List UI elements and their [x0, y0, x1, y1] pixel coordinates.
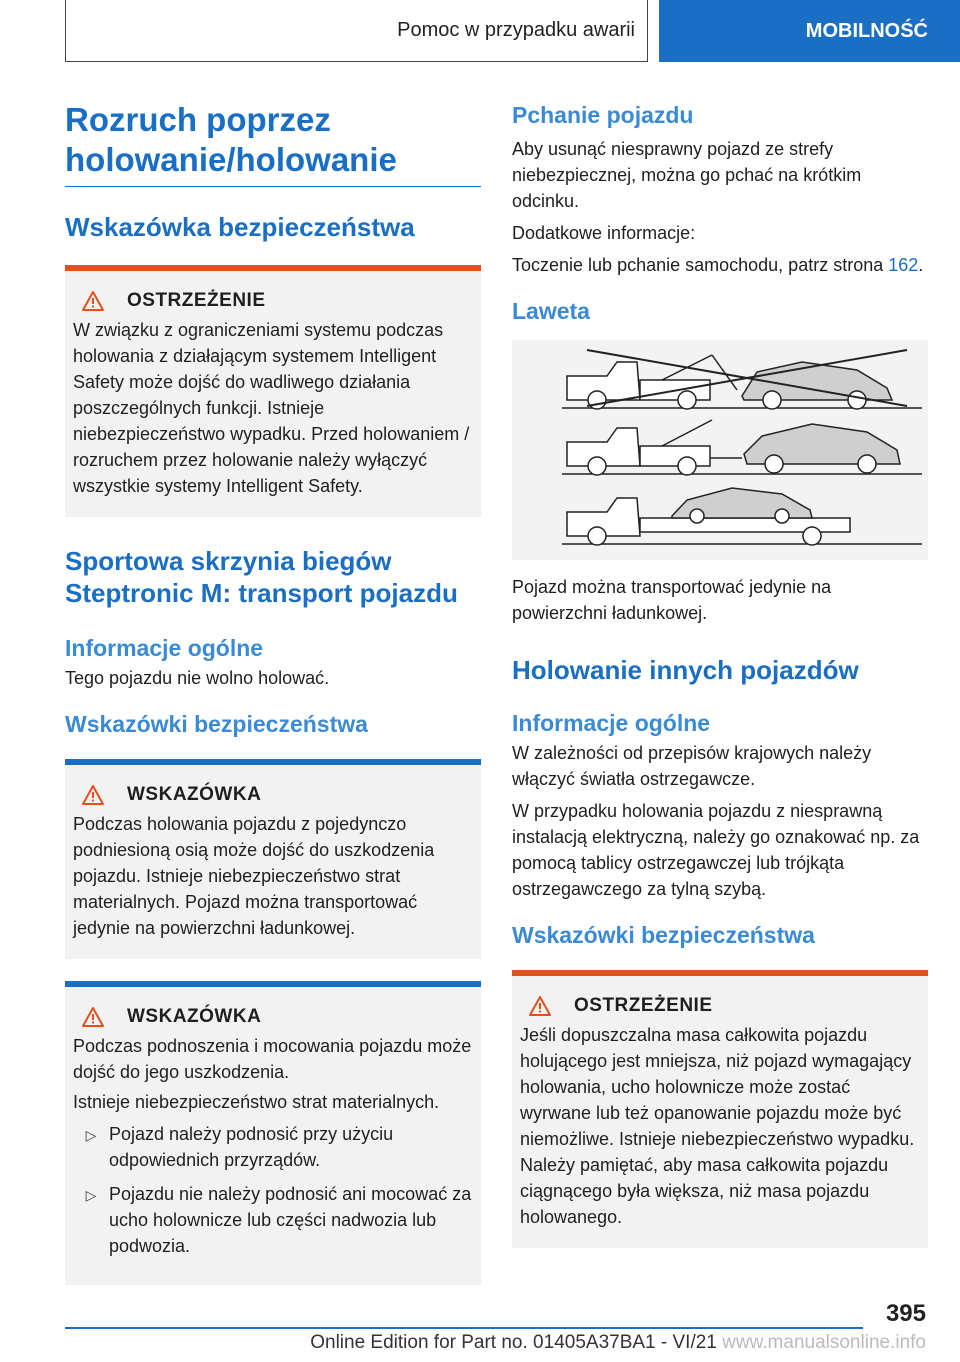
tow-general-heading: Informacje ogólne	[512, 710, 711, 736]
warning-triangle-icon	[73, 1005, 117, 1029]
page-title: Rozruch poprzez holowanie/holowanie	[65, 100, 481, 187]
tow-text-1: W zależności od przepisów krajowych należy włączyć światła ostrzegawcze.	[512, 743, 872, 789]
flatbed-caption: Pojazd można transportować jedynie na powierzchni ładunkowej.	[512, 577, 832, 623]
triangle-bullet-icon: ▷	[85, 1187, 97, 1203]
warning-triangle-icon	[520, 994, 564, 1018]
push-text: Aby usunąć niesprawny pojazd ze strefy niebezpiecznej, można go pchać na krótkim odcinku.	[512, 139, 862, 211]
safety-tips-heading: Wskazówki bezpieczeństwa	[65, 711, 368, 737]
note-text-1: Podczas podnoszenia i mocowania pojazdu może dojść do jego uszkodzenia.	[73, 1036, 472, 1082]
note-box-2	[65, 981, 481, 1285]
warning-box-1	[65, 265, 481, 517]
note-text: Podczas holowania pojazdu z pojedynczo podniesioną osią może dojść do uszkodzenia pojazdu. Istnieje niebezpieczeństwo strat materialnych. Pojazd można transportować jedynie na powierzchni ładunkowej.	[73, 814, 435, 938]
general-info-text: Tego pojazdu nie wolno holować.	[65, 668, 330, 688]
warning-triangle-icon	[73, 783, 117, 807]
left-column	[65, 100, 481, 1285]
flatbed-heading: Laweta	[512, 298, 590, 324]
note-bullet-list	[73, 1121, 473, 1259]
section-title: MOBILNOŚĆ	[805, 19, 928, 42]
push-heading: Pchanie pojazdu	[512, 102, 694, 128]
list-item: ▷ Pojazdu nie należy podnosić ani mocować za ucho holownicze lub części nadwozia lub podwozia.	[73, 1181, 473, 1259]
list-item: ▷ Pojazd należy podnosić przy użyciu odpowiednich przyrządów.	[73, 1121, 473, 1173]
towing-illustration-svg	[512, 340, 928, 560]
more-info-label: Dodatkowe informacje:	[512, 223, 696, 243]
triangle-bullet-icon: ▷	[85, 1127, 97, 1143]
note-label: WSKAZÓWKA	[127, 784, 262, 805]
watermark: www.manualsonline.info	[716, 1332, 926, 1353]
page-reference-link[interactable]: 162	[888, 255, 919, 275]
chapter-tab	[65, 0, 648, 62]
warning-text: Jeśli dopuszczalna masa całkowita pojazdu holującego jest mniejsza, niż pojazd wymagający holowania, ucho holownicze może zostać wyrwane lub też opanowanie pojazdu może być niemożliwe. Istnieje niebezpieczeństwo wypadku. Należy pamiętać, aby masa całkowita pojazdu ciągnącego była większa, niż masa pojazdu holowanego.	[520, 1025, 915, 1227]
safety-heading: Wskazówka bezpieczeństwa	[65, 212, 415, 242]
note-text-2: Istnieje niebezpieczeństwo strat materialnych.	[73, 1092, 440, 1112]
section-tab	[659, 0, 960, 62]
warning-triangle-icon	[73, 289, 117, 313]
towing-methods-illustration	[512, 340, 928, 560]
general-info-heading: Informacje ogólne	[65, 635, 264, 661]
warning-box-2	[512, 970, 928, 1248]
tow-other-heading: Holowanie innych pojazdów	[512, 655, 859, 685]
warning-text: W związku z ograniczeniami systemu podczas holowania z działającym systemem Intelligent Safety może dojść do wadliwego działania poszczególnych funkcji. Istnieje niebezpieczeństwo wypadku. Przed holowaniem / rozruchem przez holowanie należy wyłączyć wszystkie systemy Intelligent Safety.	[73, 320, 470, 496]
reference-text: Toczenie lub pchanie samochodu, patrz strona 162.	[512, 255, 924, 275]
tow-text-2: W przypadku holowania pojazdu z niesprawną instalacją elektryczną, należy go oznakować np. za pomocą tablicy ostrzegawczej lub trójkąta ostrzegawczego za tylną szybą.	[512, 801, 920, 899]
footer-edition: Online Edition for Part no. 01405A37BA1 - VI/21 www.manualsonline.info	[310, 1332, 926, 1353]
page-number: 395	[885, 1300, 926, 1327]
warning-label: OSTRZEŻENIE	[574, 995, 713, 1016]
tow-safety-heading: Wskazówki bezpieczeństwa	[512, 922, 815, 948]
note-label: WSKAZÓWKA	[127, 1006, 262, 1027]
chapter-title: Pomoc w przypadku awarii	[397, 19, 635, 41]
footer-divider	[65, 1327, 863, 1329]
right-column	[512, 100, 928, 1248]
warning-label: OSTRZEŻENIE	[127, 290, 266, 311]
note-box-1	[65, 759, 481, 959]
sport-transmission-heading: Sportowa skrzynia biegów Steptronic M: transport pojazdu	[65, 546, 458, 608]
